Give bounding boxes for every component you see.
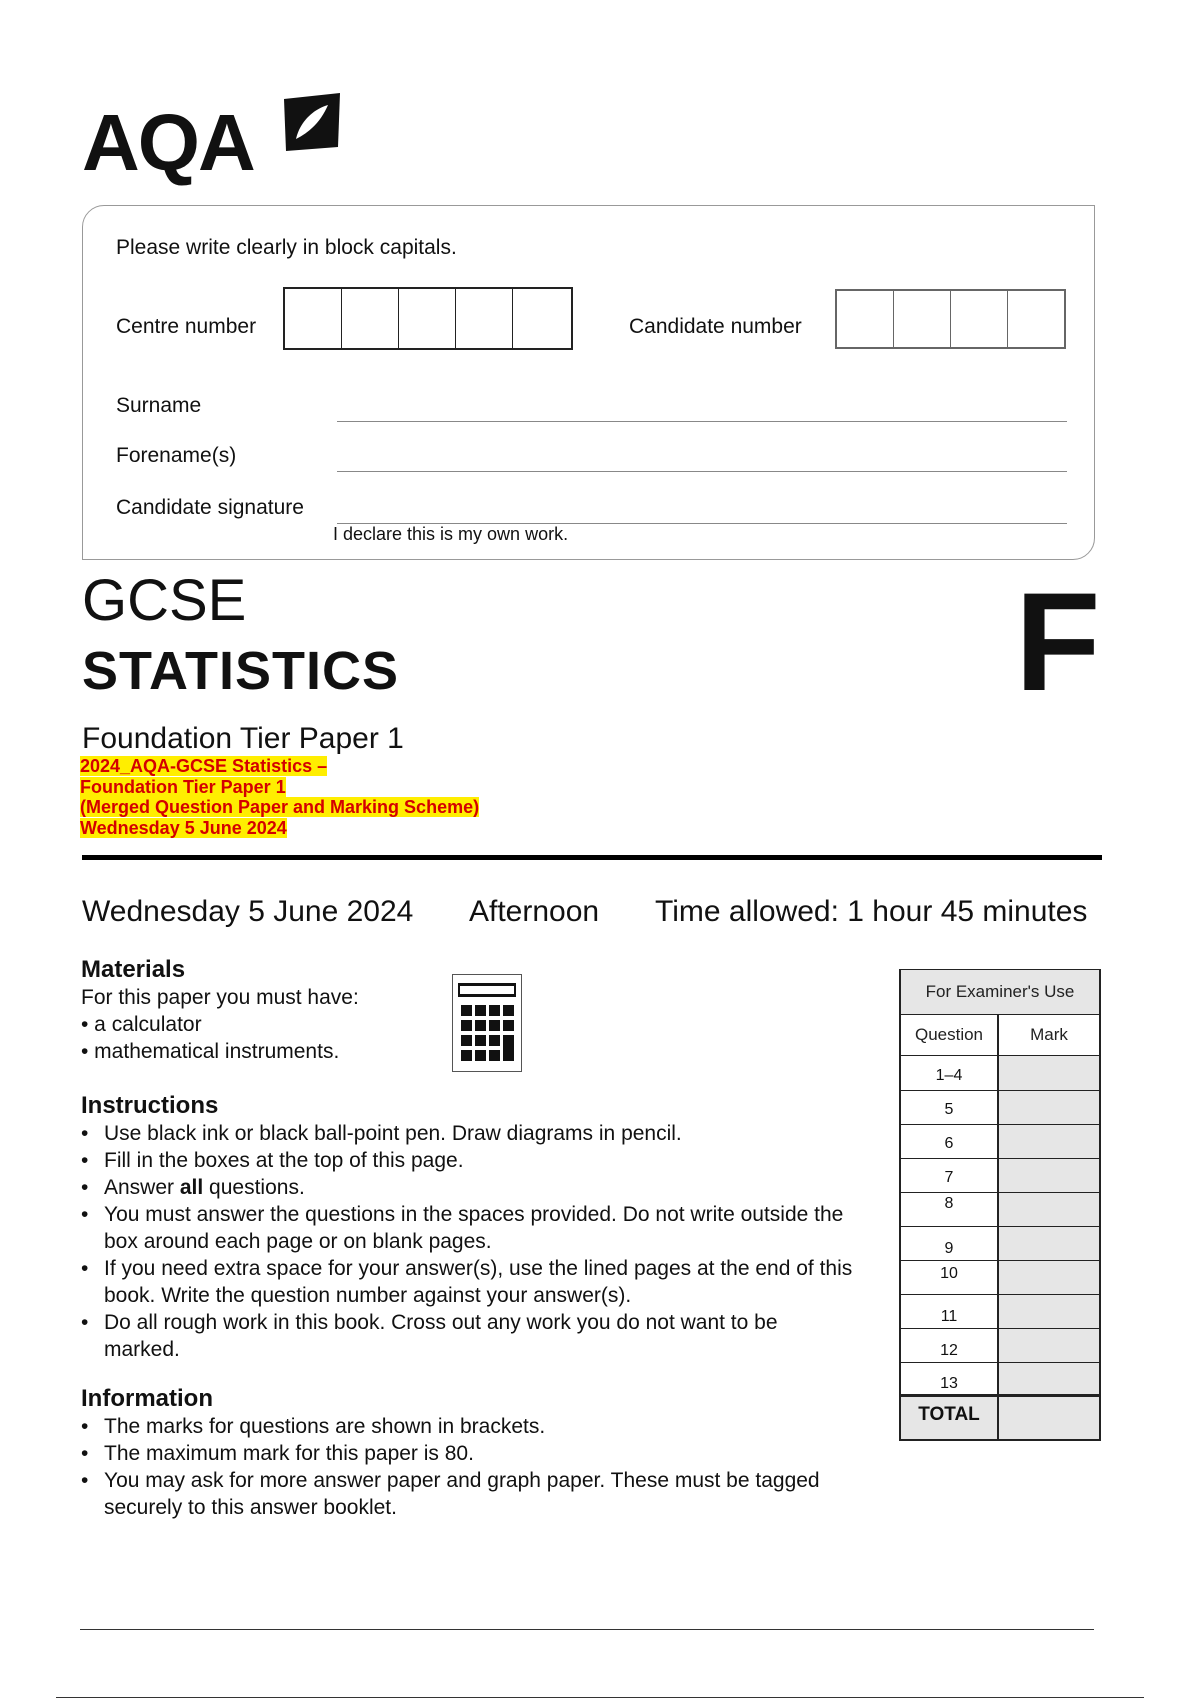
table-row	[901, 1261, 1099, 1295]
highlight-line: 2024_AQA-GCSE Statistics –	[80, 756, 328, 776]
table-row	[901, 1329, 1099, 1363]
question-number: 8	[901, 1193, 999, 1226]
question-number: 1–4	[901, 1056, 999, 1090]
signature-label: Candidate signature	[116, 496, 304, 519]
footer-rule	[80, 1629, 1094, 1630]
table-row	[901, 1056, 1099, 1091]
centre-digit-box[interactable]	[399, 289, 456, 348]
question-number: 5	[901, 1091, 999, 1124]
candidate-digit-box[interactable]	[1008, 291, 1064, 347]
centre-digit-box[interactable]	[285, 289, 342, 348]
question-number: 7	[901, 1159, 999, 1192]
instruction-item: • Do all rough work in this book. Cross out any work you do not want to be marked.	[81, 1309, 794, 1363]
total-mark-cell[interactable]	[999, 1397, 1099, 1439]
instructions-section	[81, 1092, 871, 1363]
centre-number-label: Centre number	[116, 315, 257, 338]
mark-cell[interactable]	[999, 1329, 1099, 1362]
information-item: • The marks for questions are shown in brackets.	[81, 1413, 871, 1440]
candidate-digit-box[interactable]	[837, 291, 894, 347]
mark-cell[interactable]	[999, 1295, 1099, 1328]
mark-cell[interactable]	[999, 1261, 1099, 1294]
divider	[82, 855, 1102, 860]
instructions-heading: Instructions	[81, 1092, 219, 1119]
block-capitals-instruction: Please write clearly in block capitals.	[116, 236, 457, 259]
centre-digit-box[interactable]	[513, 289, 571, 348]
mark-cell[interactable]	[999, 1091, 1099, 1124]
table-row	[901, 1227, 1099, 1261]
table-row	[901, 1363, 1099, 1395]
centre-number-boxes[interactable]	[283, 287, 573, 350]
question-number: 10	[901, 1261, 999, 1294]
highlight-line: Wednesday 5 June 2024	[80, 817, 287, 838]
highlight-line: Foundation Tier Paper 1	[80, 776, 286, 797]
examiners-use-title: For Examiner's Use	[901, 970, 1099, 1015]
mark-cell[interactable]	[999, 1159, 1099, 1192]
table-row	[901, 1125, 1099, 1159]
question-number: 6	[901, 1125, 999, 1158]
page-edge-rule	[56, 1697, 1144, 1698]
candidate-details-box	[82, 205, 1095, 560]
mark-cell[interactable]	[999, 1193, 1099, 1226]
materials-item: • mathematical instruments.	[81, 1040, 340, 1063]
exam-date: Wednesday 5 June 2024	[82, 895, 414, 928]
highlighted-note	[80, 756, 479, 838]
centre-digit-box[interactable]	[342, 289, 399, 348]
exam-session: Afternoon	[469, 895, 600, 928]
logo-leaf-icon	[282, 91, 342, 153]
total-row	[901, 1395, 1099, 1439]
surname-label: Surname	[116, 394, 202, 417]
question-number: 12	[901, 1329, 999, 1362]
calculator-icon	[452, 974, 522, 1072]
aqa-logo	[82, 85, 352, 195]
time-allowed: Time allowed: 1 hour 45 minutes	[655, 895, 1088, 928]
table-row	[901, 1193, 1099, 1227]
candidate-number-label: Candidate number	[629, 315, 802, 338]
logo-text: AQA	[82, 98, 254, 187]
mark-column-header: Mark	[999, 1015, 1099, 1055]
highlight-line: (Merged Question Paper and Marking Scheme)	[80, 797, 480, 817]
mark-cell[interactable]	[999, 1363, 1099, 1394]
table-header-row	[901, 1015, 1099, 1056]
materials-intro: For this paper you must have:	[81, 986, 359, 1009]
mark-cell[interactable]	[999, 1125, 1099, 1158]
instruction-item: • Fill in the boxes at the top of this page.	[81, 1147, 871, 1174]
qualification-title: GCSE	[82, 568, 247, 633]
calculator-drawing	[453, 975, 521, 1071]
instruction-item: • If you need extra space for your answer(s), use the lined pages at the end of this book. Write the question number against your answer(s).	[81, 1255, 871, 1309]
information-item: • The maximum mark for this paper is 80.	[81, 1440, 871, 1467]
table-row	[901, 1159, 1099, 1193]
instruction-item: • You must answer the questions in the spaces provided. Do not write outside the box around each page or on blank pages.	[81, 1201, 871, 1255]
instruction-item: • Answer all questions.	[81, 1174, 871, 1201]
information-section	[81, 1385, 871, 1521]
instruction-item: • Use black ink or black ball-point pen. Draw diagrams in pencil.	[81, 1120, 871, 1147]
question-number: 9	[901, 1227, 999, 1260]
table-row	[901, 1295, 1099, 1329]
surname-line[interactable]	[337, 421, 1067, 422]
candidate-number-boxes[interactable]	[835, 289, 1066, 349]
candidate-digit-box[interactable]	[894, 291, 951, 347]
question-column-header: Question	[901, 1015, 999, 1055]
examiners-use-table	[899, 969, 1101, 1441]
subject-title: STATISTICS	[82, 641, 399, 701]
declaration-text: I declare this is my own work.	[333, 524, 569, 544]
total-label: TOTAL	[901, 1397, 999, 1439]
forename-label: Forename(s)	[116, 444, 237, 467]
forename-line[interactable]	[337, 471, 1067, 472]
candidate-digit-box[interactable]	[951, 291, 1008, 347]
information-heading: Information	[81, 1385, 213, 1412]
question-number: 13	[901, 1363, 999, 1394]
mark-cell[interactable]	[999, 1227, 1099, 1260]
information-item: • You may ask for more answer paper and graph paper. These must be tagged securely to this answer booklet.	[81, 1467, 824, 1521]
tier-letter: F	[1015, 563, 1101, 720]
paper-title: Foundation Tier Paper 1	[82, 722, 404, 755]
table-row	[901, 1091, 1099, 1125]
materials-heading: Materials	[81, 956, 186, 983]
mark-cell[interactable]	[999, 1056, 1099, 1090]
question-number: 11	[901, 1295, 999, 1328]
centre-digit-box[interactable]	[456, 289, 513, 348]
materials-section	[81, 956, 359, 1065]
materials-item: • a calculator	[81, 1013, 202, 1036]
